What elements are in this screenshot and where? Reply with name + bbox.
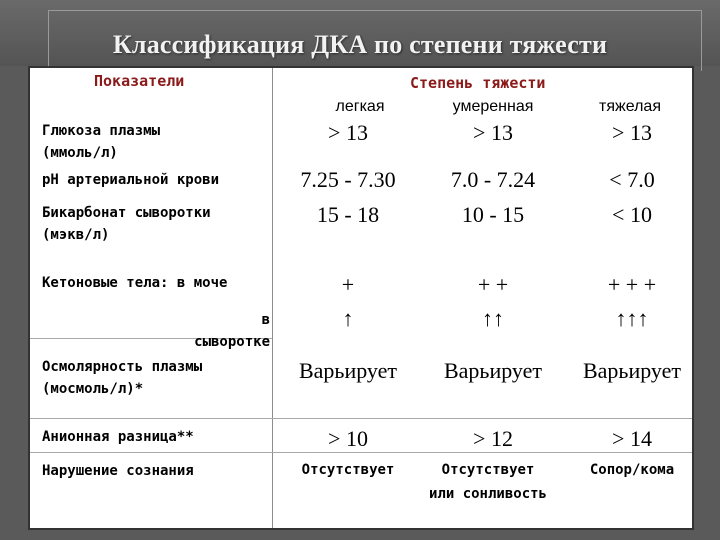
table-cell: + + — [477, 272, 509, 297]
row-label-osmolarity: Осмолярность плазмы — [42, 359, 203, 375]
table-cell-line2: или сонливость — [428, 486, 547, 502]
table-cell: + + + — [607, 272, 657, 297]
table-cell: ↑↑↑ — [615, 306, 649, 331]
row-label-ketones-urine: Кетоновые тела: в моче — [42, 275, 228, 291]
row-label-ketones-serum: в — [261, 312, 270, 328]
table-cell: 15 - 18 — [316, 202, 380, 227]
indicators-header: Показатели — [94, 72, 185, 90]
row-label-anion-gap: Анионная разница** — [42, 429, 194, 445]
table-cell: > 13 — [612, 120, 652, 145]
table-cell: > 13 — [473, 120, 513, 145]
row-label-ph: рН артериальной крови — [42, 172, 220, 188]
classification-table — [28, 66, 694, 530]
table-cell: Варьирует — [443, 358, 543, 383]
table-cell: 7.0 - 7.24 — [450, 167, 536, 192]
table-cell: Отсутствует — [441, 462, 535, 478]
row-label-ketones-serum-2: сыворотке — [194, 334, 270, 350]
column-divider — [272, 68, 273, 528]
row-divider — [30, 418, 692, 419]
row-label-consciousness: Нарушение сознания — [42, 463, 194, 479]
table-cell: > 13 — [328, 120, 368, 145]
table-cell: < 10 — [612, 202, 652, 227]
table-cell: Отсутствует — [301, 462, 395, 478]
table-cell: < 7.0 — [609, 167, 655, 192]
row-label-bicarbonate-unit: (мэкв/л) — [42, 227, 110, 243]
row-divider — [30, 452, 692, 453]
row-label-bicarbonate: Бикарбонат сыворотки — [42, 205, 211, 221]
table-cell: ↑↑ — [482, 306, 504, 331]
slide-title: Классификация ДКА по степени тяжести — [112, 30, 608, 59]
column-header-moderate: умеренная — [452, 98, 534, 115]
table-cell: Варьирует — [582, 358, 682, 383]
row-label-glucose: Глюкоза плазмы — [42, 123, 161, 139]
table-cell: 7.25 - 7.30 — [300, 167, 396, 192]
table-cell: > 12 — [473, 426, 513, 451]
table-cell: 10 - 15 — [461, 202, 525, 227]
severity-header: Степень тяжести — [410, 74, 546, 92]
row-label-glucose-unit: (ммоль/л) — [42, 145, 118, 161]
table-cell: Варьирует — [298, 358, 398, 383]
table-cell: Сопор/кома — [589, 462, 675, 478]
table-cell: + — [341, 272, 355, 297]
row-label-osmolarity-unit: (мосмоль/л)* — [42, 381, 144, 397]
column-header-severe: тяжелая — [599, 98, 661, 115]
table-cell: > 14 — [612, 426, 652, 451]
column-header-mild: легкая — [335, 98, 385, 115]
table-cell: > 10 — [328, 426, 368, 451]
table-cell: ↑ — [342, 306, 354, 331]
